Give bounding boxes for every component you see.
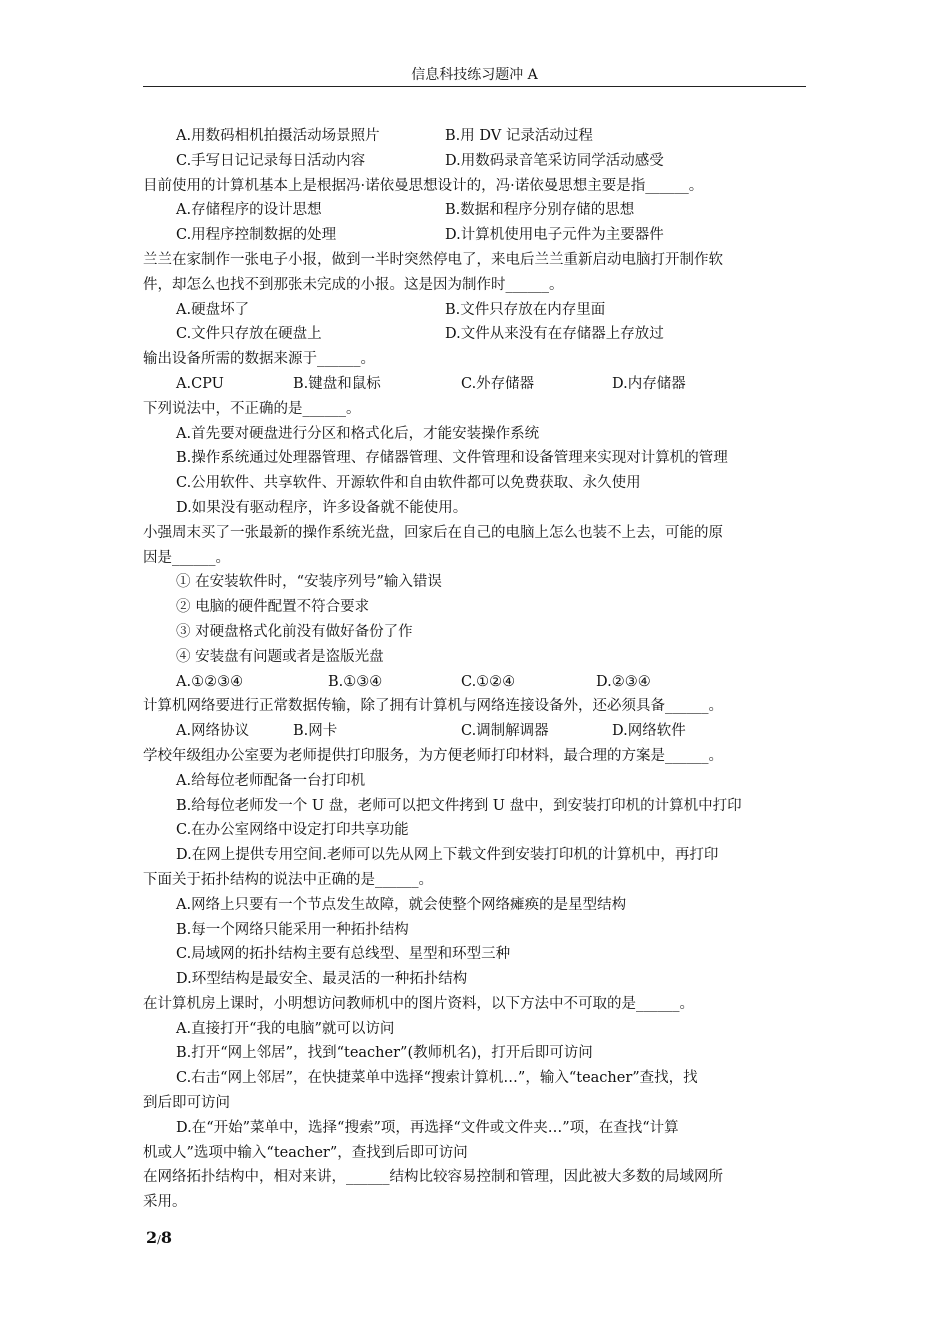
option-line: A.直接打开“我的电脑”就可以访问: [176, 1020, 395, 1037]
option-line: B.操作系统通过处理器管理、存储器管理、文件管理和设备管理来实现对计算机的管理: [176, 450, 728, 467]
option-line: B.每一个网络只能采用一种拓扑结构: [176, 921, 409, 938]
question-line: 下列说法中，不正确的是______。: [143, 400, 361, 417]
option-quad-row: [143, 719, 809, 744]
option-line: C.公用软件、共享软件、开源软件和自由软件都可以免费获取、永久使用: [176, 475, 641, 492]
option-right: B.用 DV 记录活动过程: [445, 128, 593, 144]
option-item: D.网络软件: [612, 723, 686, 740]
page-header: 信息科技练习题冲 A: [411, 67, 538, 83]
header-rule: [143, 86, 806, 87]
option-item: B.键盘和鼠标: [293, 375, 381, 392]
option-quad-row: [143, 670, 809, 695]
option-line: A.网络上只要有一个节点发生故障，就会使整个网络瘫痪的是星型结构: [176, 896, 627, 913]
option-line: ④ 安装盘有问题或者是盗版光盘: [176, 648, 384, 665]
option-right: B.数据和程序分别存储的思想: [445, 202, 635, 219]
option-line: D.环型结构是最安全、最灵活的一种拓扑结构: [176, 971, 468, 988]
option-line: D.在网上提供专用空间.老师可以先从网上下载文件到安装打印机的计算机中，再打印: [176, 847, 719, 864]
option-line: B.打开“网上邻居”，找到“teacher”(教师机名)，打开后即可访问: [176, 1045, 593, 1062]
question-line: 小强周末买了一张最新的操作系统光盘，回家后在自己的电脑上怎么也装不上去，可能的原: [143, 524, 723, 541]
option-pair-row: [143, 198, 809, 223]
option-right: D.文件从来没有在存储器上存放过: [445, 326, 664, 343]
option-item: A.网络协议: [176, 723, 250, 740]
option-line: B.给每位老师发一个 U 盘，老师可以把文件拷到 U 盘中，到安装打印机的计算机中打印: [176, 797, 742, 814]
option-item: C.①②④: [461, 673, 516, 690]
question-line: 机或人”选项中输入“teacher”，查找到后即可访问: [143, 1144, 468, 1161]
option-line: C.在办公室网络中设定打印共享功能: [176, 822, 409, 839]
option-pair-row: [143, 223, 809, 248]
option-line: C.局域网的拓扑结构主要有总线型、星型和环型三种: [176, 946, 511, 963]
question-line: 在计算机房上课时，小明想访问教师机中的图片资料，以下方法中不可取的是______。: [143, 995, 694, 1012]
option-quad-row: [143, 372, 809, 397]
option-left: A.用数码相机拍摄活动场景照片: [176, 128, 380, 144]
option-pair-row: [143, 149, 809, 174]
option-right: B.文件只存放在内存里面: [445, 301, 606, 318]
option-right: D.用数码录音笔采访同学活动感受: [445, 152, 664, 169]
current-page: 2: [146, 1228, 158, 1247]
question-line: 因是______。: [143, 549, 230, 566]
question-line: 采用。: [143, 1194, 187, 1211]
option-left: A.存储程序的设计思想: [176, 202, 322, 219]
option-item: D.②③④: [596, 673, 651, 690]
option-line: ③ 对硬盘格式化前没有做好备份了作: [176, 623, 413, 640]
option-item: B.网卡: [293, 723, 338, 740]
option-line: ② 电脑的硬件配置不符合要求: [176, 599, 370, 616]
option-item: C.外存储器: [461, 375, 535, 392]
option-line: A.首先要对硬盘进行分区和格式化后，才能安装操作系统: [176, 425, 540, 442]
option-pair-row: [143, 298, 809, 323]
option-right: D.计算机使用电子元件为主要器件: [445, 227, 664, 244]
question-line: 下面关于拓扑结构的说法中正确的是______。: [143, 871, 433, 888]
option-line: D.在“开始”菜单中，选择“搜索”项，再选择“文件或文件夹…”项，在查找“计算: [176, 1119, 679, 1136]
question-line: 件，却怎么也找不到那张未完成的小报。这是因为制作时______。: [143, 276, 564, 293]
option-pair-row: [143, 322, 809, 347]
option-left: C.手写日记记录每日活动内容: [176, 152, 366, 169]
option-item: C.调制解调器: [461, 723, 549, 740]
question-line: 输出设备所需的数据来源于______。: [143, 351, 375, 368]
page-separator: /: [157, 1233, 161, 1246]
option-left: C.文件只存放在硬盘上: [176, 326, 322, 343]
total-pages: 8: [160, 1228, 172, 1247]
question-line: 目前使用的计算机基本上是根据冯·诺依曼思想设计的，冯·诺依曼思想主要是指______。: [143, 177, 704, 194]
question-line: 到后即可访问: [143, 1095, 230, 1112]
option-item: A.CPU: [176, 375, 224, 392]
question-content: [143, 124, 809, 1215]
option-item: B.①③④: [328, 673, 383, 690]
page-number: [146, 1228, 172, 1247]
option-left: A.硬盘坏了: [176, 301, 250, 318]
question-line: 计算机网络要进行正常数据传输，除了拥有计算机与网络连接设备外，还必须具备______。: [143, 698, 723, 715]
option-item: D.内存储器: [612, 375, 686, 392]
option-line: D.如果没有驱动程序，许多设备就不能使用。: [176, 499, 468, 516]
question-line: 学校年级组办公室要为老师提供打印服务，为方便老师打印材料，最合理的方案是______。: [143, 747, 723, 764]
option-line: A.给每位老师配备一台打印机: [176, 772, 366, 789]
option-left: C.用程序控制数据的处理: [176, 227, 337, 244]
question-line: 在网络拓扑结构中，相对来讲，______结构比较容易控制和管理，因此被大多数的局域网所: [143, 1169, 723, 1186]
option-item: A.①②③④: [176, 673, 244, 690]
option-line: ① 在安装软件时，“安装序列号”输入错误: [176, 574, 442, 591]
question-line: 兰兰在家制作一张电子小报，做到一半时突然停电了，来电后兰兰重新启动电脑打开制作软: [143, 251, 723, 268]
option-line: C.右击“网上邻居”，在快捷菜单中选择“搜索计算机…”，输入“teacher”查找，找: [176, 1070, 698, 1087]
option-pair-row: [143, 124, 809, 149]
